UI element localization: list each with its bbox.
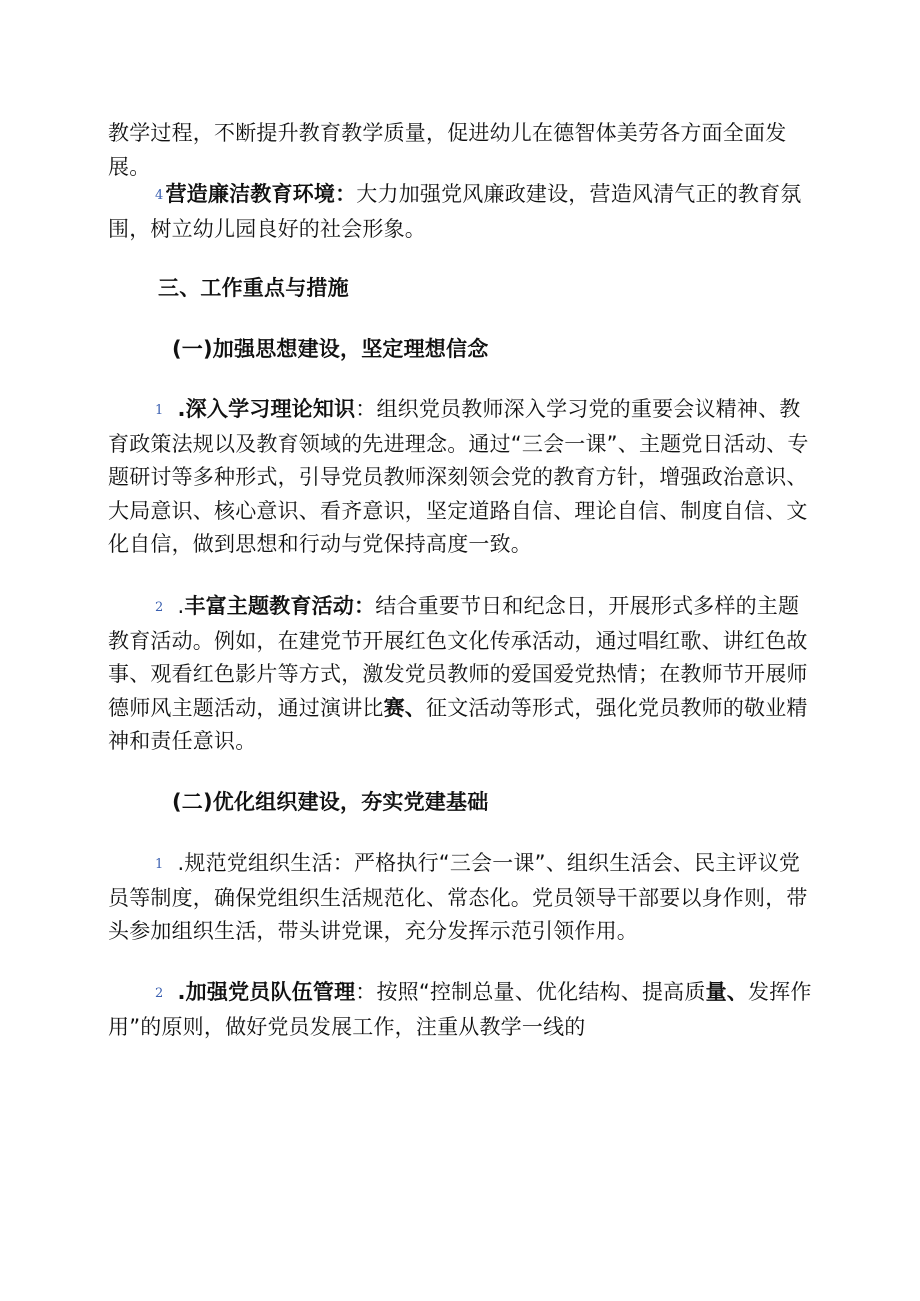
item-text: 规范党组织生活：严格执行“三会一课”、组织生活会、民主评议党员等制度，确保党组织生活规范化、常态化。党员领导干部要以身作则，带头参加组织生活，带头讲党课，充分发挥示范引领作用。 xyxy=(108,851,808,943)
item-text: ：按照“控制总量、优化结构、提高质 xyxy=(355,980,706,1004)
paragraph-item-2-2: 2 .加强党员队伍管理：按照“控制总量、优化结构、提高质量、发挥作用”的原则，做好党员发展工作，注重从教学一线的 xyxy=(108,976,816,1044)
list-number: 1 xyxy=(155,857,164,872)
item-text: 结合重要节日和纪念日，开展形式多样的主题教育活动。例如，在建党节开展红色文化传承活动，通过唱红歌、讲红色故事、观看红色影片等方式，激发党员教师的爱国爱党热情；在教师节开展师德师风主题活动，通过演讲比 xyxy=(108,594,808,720)
item-title: 加强党员队伍管理 xyxy=(185,980,356,1004)
subsection-heading-2: (二)优化组织建设，夯实党建基础 xyxy=(172,790,489,814)
list-number: 4 xyxy=(155,188,164,203)
list-number: 2 xyxy=(155,986,164,1001)
paragraph-goal-4 xyxy=(108,178,816,246)
paragraph-item-1-2: 2 .丰富主题教育活动：结合重要节日和纪念日，开展形式多样的主题教育活动。例如，在建党节开展红色文化传承活动，通过唱红歌、讲红色故事、观看红色影片等方式，激发党员教师的爱国爱党热情；在教师节开展师德师风主题活动，通过演讲比赛、征文活动等形式，强化党员教师的敬业精神和责任意识。 xyxy=(108,590,816,759)
item-text: 大力加强党风廉政建设，营造风清气正的教育氛围，树立幼儿园良好的社会形象。 xyxy=(108,182,802,241)
paragraph-continuation: 教学过程，不断提升教育教学质量，促进幼儿在德智体美劳各方面全面发展。 xyxy=(108,121,787,179)
item-title: 深入学习理论知识 xyxy=(185,397,356,421)
list-number: 2 xyxy=(155,600,164,615)
list-number: 1 xyxy=(155,403,164,418)
section-heading: 三、工作重点与措施 xyxy=(158,276,349,300)
item-title: 营造廉洁教育环境： xyxy=(165,182,357,206)
paragraph-item-1-1: 1 .深入学习理论知识：组织党员教师深入学习党的重要会议精神、教育政策法规以及教育领域的先进理念。通过“三会一课”、主题党日活动、专题研讨等多种形式，引导党员教师深刻领会党的教育方针，增强政治意识、大局意识、核心意识、看齐意识，坚定道路自信、理论自信、制度自信、文化自信，做到思想和行动与党保持高度一致。 xyxy=(108,393,816,562)
item-text: ：组织党员教师深入学习党的重要会议精神、教育政策法规以及教育领域的先进理念。通过“三会一课”、主题党日活动、专题研讨等多种形式，引导党员教师深刻领会党的教育方针，增强政治意识、大局意识、核心意识、看齐意识，坚定道路自信、理论自信、制度自信、文化自信，做到思想和行动与党保持高度一致。 xyxy=(108,397,809,556)
item-title: 丰富主题教育活动： xyxy=(184,594,376,618)
paragraph-item-2-1: 1 .规范党组织生活：严格执行“三会一课”、组织生活会、民主评议党员等制度，确保党组织生活规范化、常态化。党员领导干部要以身作则，带头参加组织生活，带头讲党课，充分发挥示范引领作用。 xyxy=(108,847,816,949)
subsection-heading-1: (一)加强思想建设，坚定理想信念 xyxy=(172,337,489,361)
